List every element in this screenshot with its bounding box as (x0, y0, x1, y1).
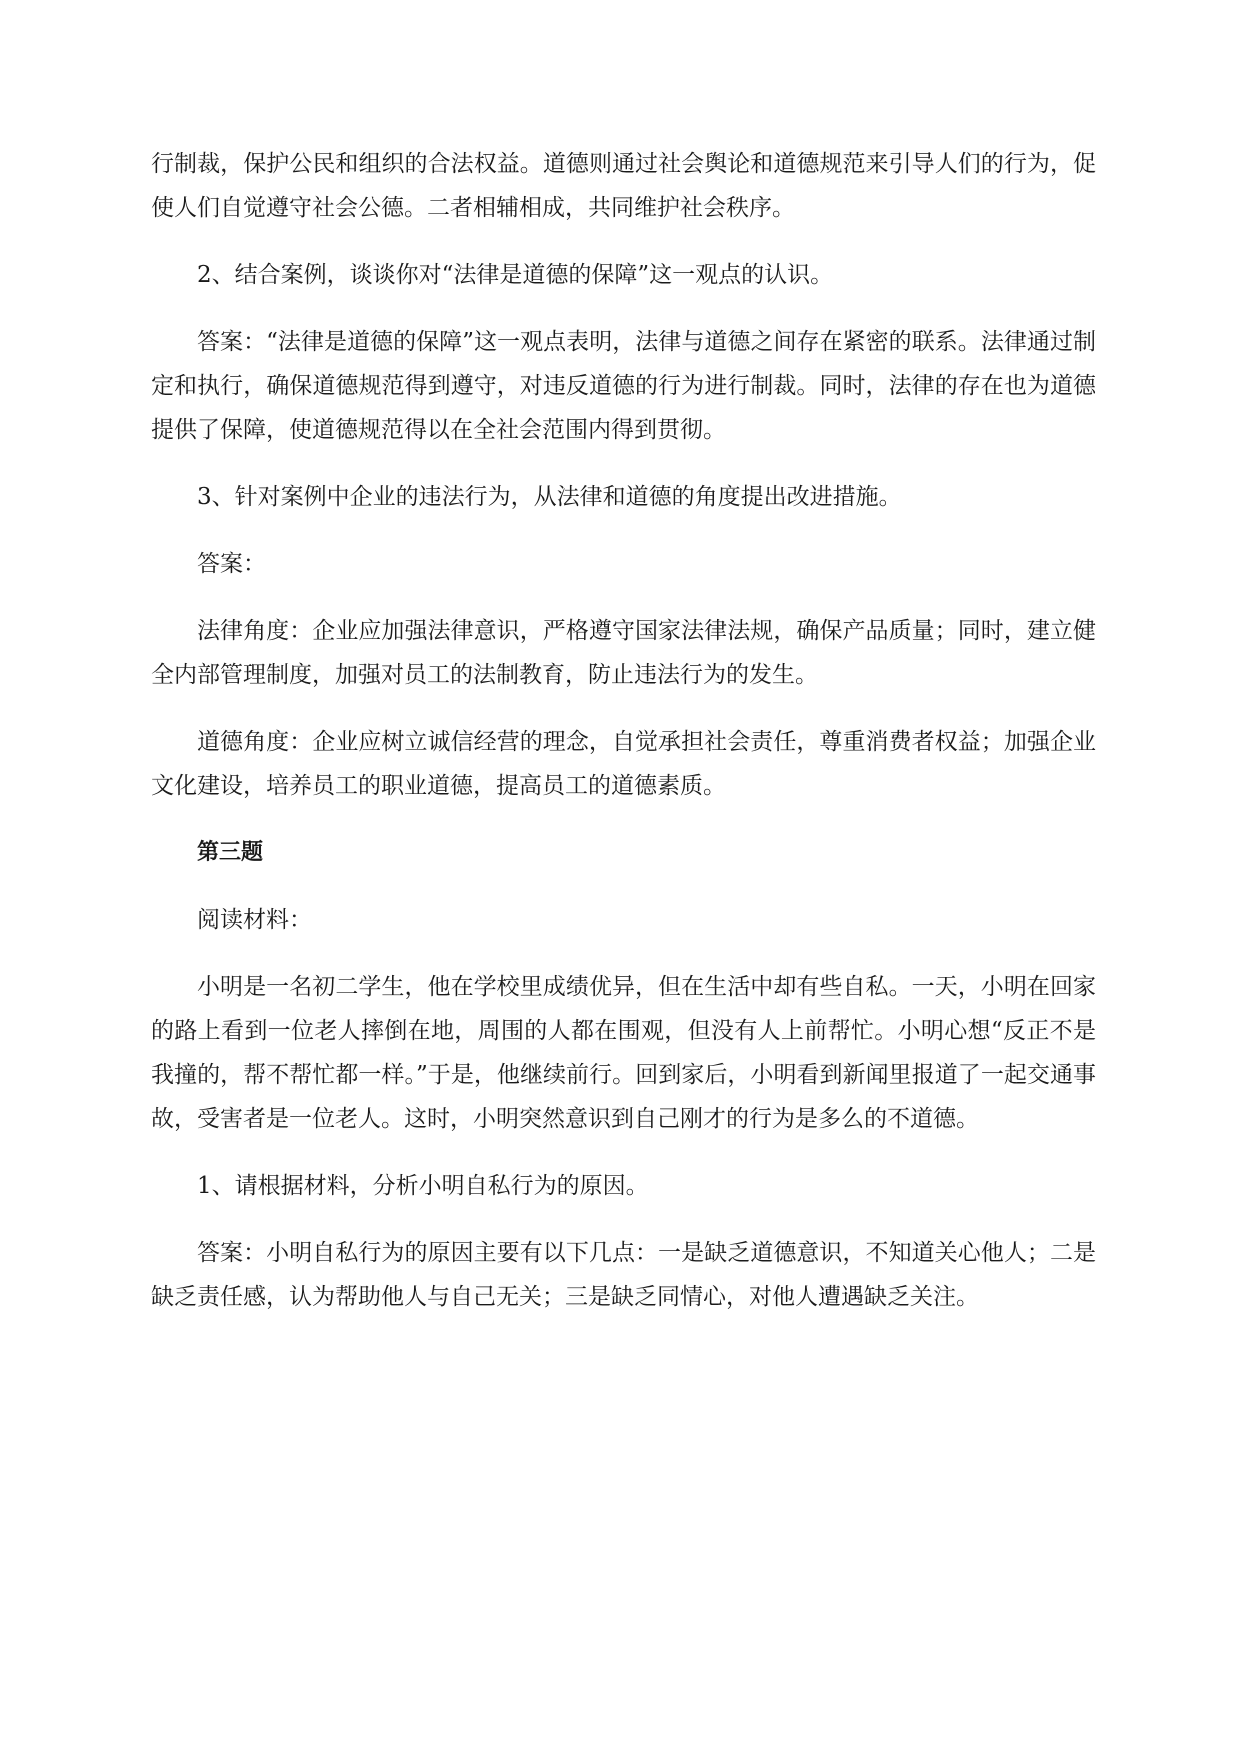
question-2-answer: 答案：“法律是道德的保障”这一观点表明，法律与道德之间存在紧密的联系。法律通过制定和执行，确保道德规范得到遵守，对违反道德的行为进行制裁。同时，法律的存在也为道德提供了保障，使道德规范得以在全社会范围内得到贯彻。 (151, 329, 1096, 443)
answer-legal-perspective: 法律角度：企业应加强法律意识，严格遵守国家法律法规，确保产品质量；同时，建立健全内部管理制度，加强对员工的法制教育，防止违法行为的发生。 (151, 618, 1096, 688)
question-3-prompt: 3、针对案例中企业的违法行为，从法律和道德的角度提出改进措施。 (197, 484, 902, 510)
paragraph-law-morality-summary: 行制裁，保护公民和组织的合法权益。道德则通过社会舆论和道德规范来引导人们的行为，促使人们自觉遵守社会公德。二者相辅相成，共同维护社会秩序。 (151, 151, 1096, 221)
question-2-prompt: 2、结合案例，谈谈你对“法律是道德的保障”这一观点的认识。 (197, 262, 834, 288)
question-3-answer-label: 答案： (197, 551, 266, 577)
reading-material-text: 小明是一名初二学生，他在学校里成绩优异，但在生活中却有些自私。一天，小明在回家的路上看到一位老人摔倒在地，周围的人都在围观，但没有人上前帮忙。小明心想“反正不是我撞的，帮不帮忙都一样。”于是，他继续前行。回到家后，小明看到新闻里报道了一起交通事故，受害者是一位老人。这时，小明突然意识到自己刚才的行为是多么的不道德。 (151, 974, 1096, 1132)
answer-moral-perspective: 道德角度：企业应树立诚信经营的理念，自觉承担社会责任，尊重消费者权益；加强企业文化建设，培养员工的职业道德，提高员工的道德素质。 (151, 729, 1096, 799)
question-1-answer: 答案：小明自私行为的原因主要有以下几点：一是缺乏道德意识，不知道关心他人；二是缺乏责任感，认为帮助他人与自己无关；三是缺乏同情心，对他人遭遇缺乏关注。 (151, 1240, 1096, 1310)
section-heading-question-three: 第三题 (197, 840, 264, 865)
question-1-prompt: 1、请根据材料，分析小明自私行为的原因。 (197, 1173, 649, 1199)
reading-material-label: 阅读材料： (197, 907, 312, 933)
document-body (151, 142, 1096, 1342)
